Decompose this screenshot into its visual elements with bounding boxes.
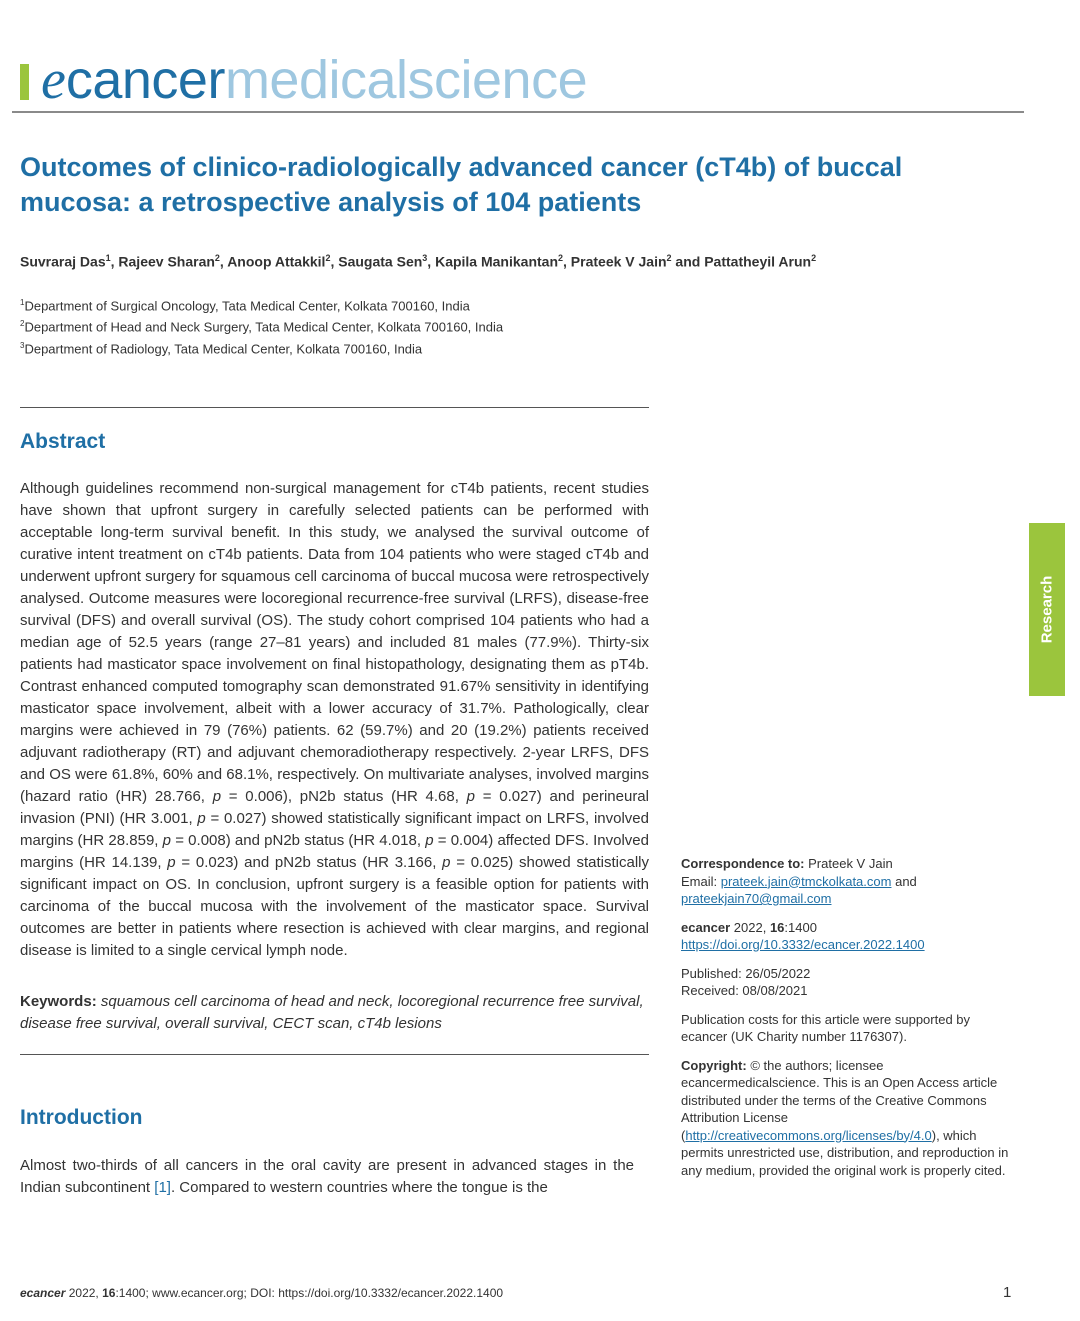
- author-list: Suvraraj Das$^1$, Rajeev Sharan$^2$, Anoop Attakkil$^2$, Saugata Sen$^3$, Kapila Manikantan$^2$, Prateek V Jain$^2$ and Pattatheyil Arun$^2$: [20, 253, 817, 270]
- citation-link-1[interactable]: [1]: [154, 1179, 171, 1196]
- logo-cancer: cancer: [65, 50, 225, 110]
- intro-text-before: Almost two-thirds of all cancers in the oral cavity are present in advanced stages in the Indian subcontinent: [20, 1157, 634, 1196]
- keywords-label: Keywords:: [20, 993, 97, 1010]
- affiliation-number: 3: [20, 340, 25, 350]
- author-name: Pattatheyil Arun: [704, 253, 812, 270]
- p-value-symbol: p: [442, 854, 451, 871]
- copyright-block: [681, 1057, 1011, 1180]
- email-label: Email:: [681, 873, 718, 889]
- abstract-text-segment: = 0.027) showed statistically significant impact on LRFS, involved margins (HR 28.859,: [20, 810, 649, 849]
- footer-year: 2022,: [68, 1286, 99, 1300]
- footer-rest: :1400; www.ecancer.org; DOI: https://doi.org/10.3332/ecancer.2022.1400: [115, 1286, 504, 1300]
- correspondence-name: Prateek V Jain: [808, 856, 893, 871]
- abstract-text-segment: = 0.008) and pN2b status (HR 4.018,: [171, 832, 426, 849]
- dates-block: [681, 965, 1011, 1000]
- p-value-symbol: p: [466, 788, 475, 805]
- affiliation-number: 1: [20, 298, 25, 307]
- page-footer: [20, 1286, 720, 1300]
- keywords-text: squamous cell carcinoma of head and neck, locoregional recurrence free survival, disease free survival, overall survival, CECT scan, cT4b lesions: [20, 993, 644, 1032]
- abstract-bottom-divider: [20, 1054, 649, 1055]
- p-value-symbol: p: [197, 810, 206, 827]
- author-name: Saugata Sen: [338, 253, 423, 270]
- citation-volume: 16: [769, 919, 785, 935]
- abstract-heading: Abstract: [20, 430, 106, 453]
- copyright-text-before: © the authors; licensee ecancermedicalscience. This is an Open Access article distributed under the terms of the Creative Commons Attribution License (: [681, 1057, 998, 1143]
- publication-costs: Publication costs for this article were supported by ecancer (UK Charity number 1176307).: [681, 1011, 971, 1044]
- received-date: Received: 08/08/2021: [681, 983, 808, 998]
- abstract-text-segment: = 0.006), pN2b status (HR 4.68,: [221, 788, 467, 805]
- email-and: and: [895, 873, 917, 889]
- author-name: Prateek V Jain: [570, 253, 667, 270]
- abstract-text-segment: = 0.004) affected DFS. Involved margins (HR 14.139,: [20, 832, 649, 871]
- author-affiliation-marker: 2: [325, 253, 331, 263]
- abstract-text-segment: = 0.025) showed statistically significant impact on OS. In conclusion, upfront surgery is a feasible option for patients with carcinoma of the buccal mucosa with the involvement of the masticator space. Survival outcomes are better in patients where resection is achieved with clear margins, and regional disease is limited to a single cervical lymph node.: [20, 854, 650, 959]
- footer-volume: 16: [102, 1286, 116, 1300]
- article-info-sidebar: [681, 855, 1011, 1190]
- abstract-text-segment: = 0.027) and perineural invasion (PNI) (HR 3.001,: [20, 788, 649, 827]
- citation-journal: ecancer: [681, 919, 731, 935]
- p-value-symbol: p: [212, 788, 222, 805]
- correspondence-block: [681, 855, 1011, 908]
- affiliation-text: Department of Surgical Oncology, Tata Medical Center, Kolkata 700160, India: [24, 298, 470, 314]
- introduction-body: [20, 1155, 634, 1199]
- author-name: Anoop Attakkil: [227, 253, 326, 270]
- affiliation-list: [20, 294, 720, 358]
- citation-block: [681, 919, 1011, 954]
- author-affiliation-marker: 2: [214, 253, 220, 263]
- doi-link[interactable]: https://doi.org/10.3332/ecancer.2022.1400: [681, 937, 925, 952]
- email-link-1[interactable]: prateek.jain@tmckolkata.com: [720, 873, 892, 889]
- abstract-body: [20, 478, 649, 962]
- author-name: Suvraraj Das: [20, 253, 106, 270]
- author-affiliation-marker: 1: [105, 253, 111, 263]
- p-value-symbol: p: [167, 854, 176, 871]
- p-value-symbol: p: [162, 832, 172, 849]
- affiliation-text: Department of Head and Neck Surgery, Tata Medical Center, Kolkata 700160, India: [24, 319, 504, 335]
- affiliation-item: [20, 337, 720, 358]
- introduction-heading: Introduction: [20, 1106, 143, 1129]
- affiliation-item: [20, 294, 720, 315]
- logo-accent-bar: [20, 64, 29, 100]
- citation-year: 2022,: [733, 919, 767, 935]
- author-affiliation-marker: 2: [811, 253, 817, 263]
- keywords: [20, 991, 649, 1035]
- header-divider: [12, 111, 1024, 113]
- journal-logo: [20, 49, 588, 111]
- p-value-symbol: p: [425, 832, 434, 849]
- correspondence-label: Correspondence to:: [681, 856, 805, 871]
- abstract-text-segment: Although guidelines recommend non-surgical management for cT4b patients, recent studies have shown that upfront surgery in carefully selected patients can be performed with acceptable long-term survival benefit. In this study, we analysed the survival outcome of curative intent treatment on cT4b patients. Data from 104 patients who were staged cT4b and underwent upfront surgery for squamous cell carcinoma of buccal mucosa were retrospectively analysed. Outcome measures were locoregional recurrence-free survival (LRFS), disease-free survival (DFS) and overall survival (OS). The study cohort comprised 104 patients who had a median age of 52.5 years (range 27–81 years) and included 81 males (77.9%). Thirty-six patients had masticator space involvement on final histopathology, designating them as pT4b. Contrast enhanced computed tomography scan demonstrated 91.67% sensitivity in identifying masticator space involvement, albeit with a lower accuracy of 31.7%. Pathologically, clear margins were achieved in 79 (76%) patients. 62 (59.7%) and 20 (19.2%) patients received adjuvant radiotherapy (RT) and adjuvant chemoradiotherapy respectively. 2-year LRFS, DFS and OS were 61.8%, 60% and 68.1%, respectively. On multivariate analyses, involved margins (hazard ratio (HR) 28.766,: [20, 480, 649, 805]
- intro-text-after: . Compared to western countries where the tongue is the: [170, 1179, 548, 1196]
- author-name: Rajeev Sharan: [118, 253, 215, 270]
- logo-e: e: [41, 49, 66, 111]
- affiliation-item: [20, 315, 720, 336]
- research-tab-label: Research: [1038, 575, 1056, 644]
- author-affiliation-marker: 3: [422, 253, 428, 263]
- page-number: 1: [1003, 1284, 1012, 1301]
- copyright-label: Copyright:: [681, 1057, 747, 1073]
- abstract-text-segment: = 0.023) and pN2b status (HR 3.166,: [175, 854, 443, 871]
- citation-article: :1400: [784, 919, 817, 935]
- email-link-2[interactable]: prateekjain70@gmail.com: [681, 891, 832, 906]
- copyright-text-after: ), which permits unrestricted use, distribution, and reproduction in any medium, provided the original work is properly cited.: [681, 1127, 1009, 1178]
- license-link[interactable]: http://creativecommons.org/licenses/by/4.0: [685, 1127, 932, 1143]
- logo-medicalscience: medicalscience: [224, 50, 588, 110]
- author-affiliation-marker: 2: [666, 253, 672, 263]
- abstract-top-divider: [20, 407, 649, 408]
- footer-journal: ecancer: [20, 1286, 66, 1300]
- author-name: Kapila Manikantan: [435, 253, 558, 270]
- author-affiliation-marker: 2: [558, 253, 564, 263]
- article-title: Outcomes of clinico-radiologically advanced cancer (cT4b) of buccal mucosa: a retrospective analysis of 104 patients: [20, 152, 903, 217]
- published-date: Published: 26/05/2022: [681, 965, 811, 981]
- research-side-tab: [1029, 523, 1065, 696]
- affiliation-number: 2: [20, 319, 25, 329]
- affiliation-text: Department of Radiology, Tata Medical Center, Kolkata 700160, India: [24, 340, 423, 356]
